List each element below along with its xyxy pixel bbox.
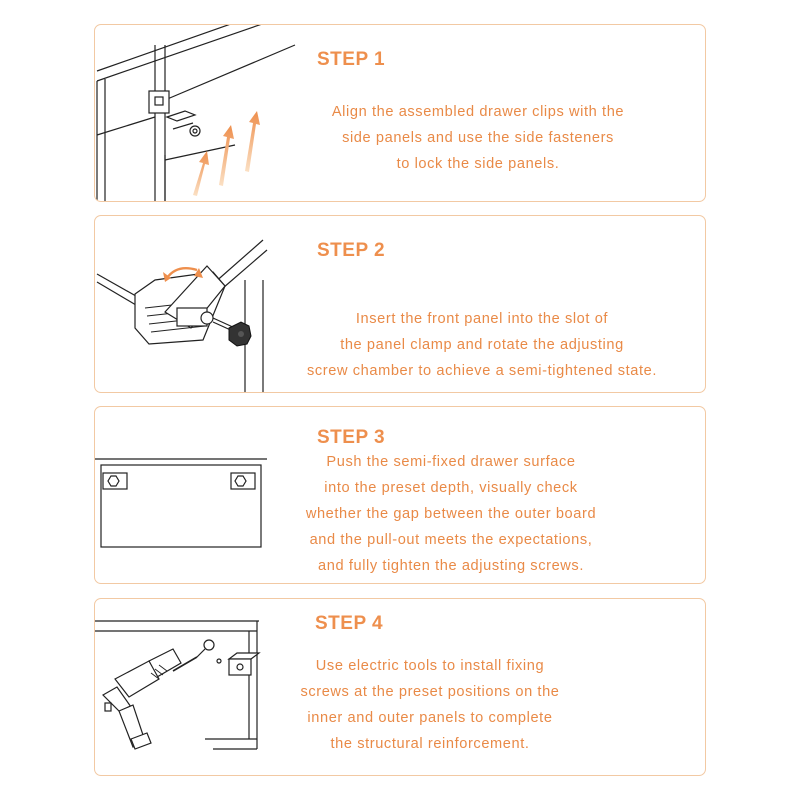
step-2-description [283,306,681,384]
step-1-description [305,99,651,177]
step-2-card [94,215,706,393]
step-3-card [94,406,706,584]
step-2-line-3: screw chamber to achieve a semi-tightened state. [306,363,658,379]
step-1-title: STEP 1 [317,49,386,70]
step-2-line-2: the panel clamp and rotate the adjusting [340,337,624,353]
step-3-line-1: Push the semi-fixed drawer surface [326,454,576,470]
step-3-line-5: and fully tighten the adjusting screws. [318,558,584,574]
step-1-line-2: side panels and use the side fasteners [342,130,614,146]
step-1-card [94,24,706,202]
step-4-title: STEP 4 [315,613,384,634]
step-4-line-3: inner and outer panels to complete [307,710,553,726]
step-4-description [285,653,575,757]
step-3-description [281,449,621,579]
step-3-line-3: whether the gap between the outer board [305,506,597,522]
upward-arrow-icons [193,111,260,196]
step-2-line-1: Insert the front panel into the slot of [355,311,609,327]
step-1-line-3: to lock the side panels. [396,156,560,172]
step-1-line-1: Align the assembled drawer clips with the [331,104,625,120]
step-4-line-1: Use electric tools to install fixing [315,658,545,674]
step-4-line-2: screws at the preset positions on the [300,684,560,700]
drawer-front-screws-illustration [95,407,295,584]
step-4-line-4: the structural reinforcement. [330,736,530,752]
step-3-line-4: and the pull-out meets the expectations, [309,532,593,548]
step-3-title: STEP 3 [317,427,386,448]
adjusting-knob-icon [229,322,251,346]
step-2-title: STEP 2 [317,240,386,261]
step-4-card [94,598,706,776]
step-3-line-2: into the preset depth, visually check [324,480,578,496]
